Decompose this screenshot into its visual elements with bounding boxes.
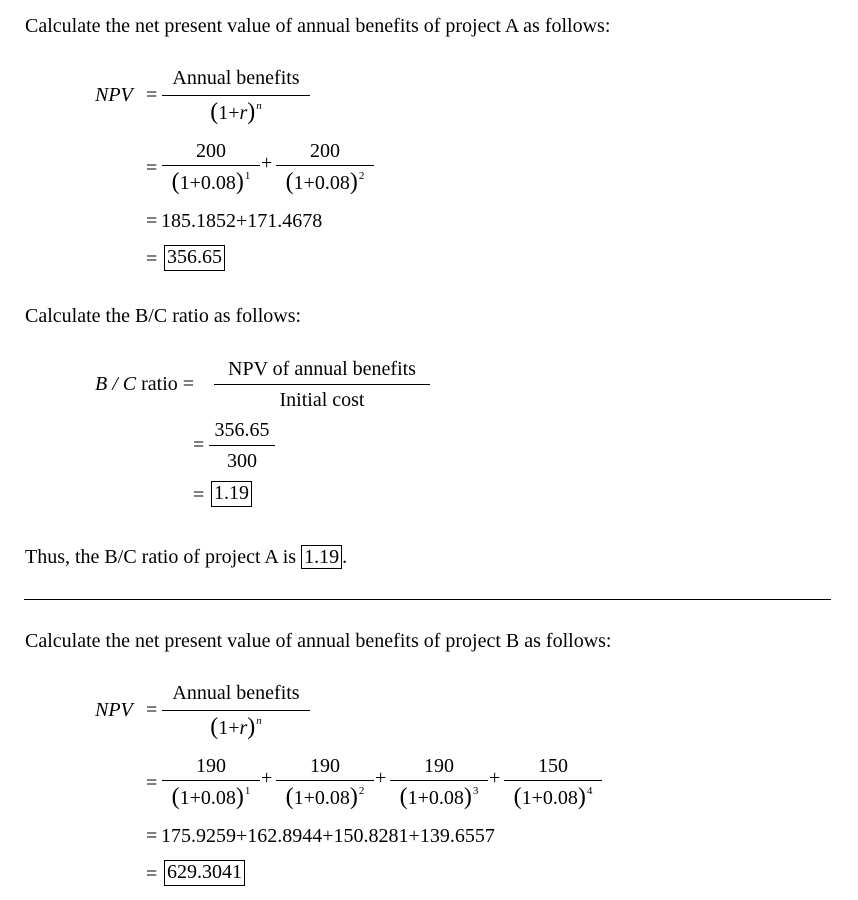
fraction-bar bbox=[162, 710, 310, 711]
bc-denominator: 300 bbox=[227, 450, 257, 472]
plus-sign: + bbox=[375, 767, 387, 789]
equals-sign: = bbox=[146, 84, 158, 106]
equals-sign: = bbox=[146, 699, 158, 721]
bc-intro: Calculate the B/C ratio as follows: bbox=[25, 305, 302, 327]
bc-formula-fraction bbox=[214, 358, 430, 414]
term-numerator: 190 bbox=[424, 755, 454, 777]
equals-sign: = bbox=[146, 772, 158, 794]
term-numerator: 190 bbox=[196, 755, 226, 777]
equals-sign: = bbox=[146, 825, 158, 847]
fraction-bar bbox=[162, 95, 310, 96]
plus-sign: + bbox=[261, 767, 273, 789]
plus-sign: + bbox=[489, 767, 501, 789]
equals-sign: = bbox=[146, 210, 158, 232]
project-b-intro: Calculate the net present value of annual benefits of project B as follows: bbox=[25, 630, 612, 652]
term-numerator: 200 bbox=[310, 140, 340, 162]
equals-sign: = bbox=[146, 157, 158, 179]
equals-sign: = bbox=[193, 484, 205, 506]
fraction-bar bbox=[209, 445, 275, 446]
fraction-bar bbox=[214, 384, 430, 385]
npv-label: NPV bbox=[95, 699, 133, 721]
term-denominator: $(1+0.08)^2$ bbox=[285, 784, 365, 810]
term-numerator: 200 bbox=[196, 140, 226, 162]
term-denominator: $(1+0.08)^4$ bbox=[513, 784, 593, 810]
fraction-bar bbox=[162, 165, 260, 166]
fraction-bar bbox=[390, 780, 488, 781]
formula-numerator: Annual benefits bbox=[172, 67, 300, 89]
term-fraction-1 bbox=[162, 755, 260, 819]
npv-label: NPV bbox=[95, 84, 133, 106]
plus-sign: + bbox=[261, 152, 273, 174]
term-fraction-3 bbox=[390, 755, 488, 819]
bc-numerator: 356.65 bbox=[214, 419, 270, 441]
fraction-bar bbox=[504, 780, 602, 781]
term-fraction-1 bbox=[162, 140, 260, 204]
npv-formula-fraction bbox=[162, 682, 310, 748]
equals-sign: = bbox=[193, 434, 205, 456]
conclusion-value-box: 1.19 bbox=[301, 545, 342, 569]
bc-ratio-label: B / C ratio = bbox=[95, 373, 195, 395]
npv-result-box: 629.3041 bbox=[164, 860, 245, 886]
npv-result-box: 356.65 bbox=[164, 245, 225, 271]
term-numerator: 190 bbox=[310, 755, 340, 777]
term-denominator: $(1+0.08)^1$ bbox=[171, 169, 251, 195]
bc-value-fraction bbox=[209, 419, 275, 475]
term-fraction-2 bbox=[276, 140, 374, 204]
term-fraction-2 bbox=[276, 755, 374, 819]
fraction-bar bbox=[276, 780, 374, 781]
npv-formula-fraction bbox=[162, 67, 310, 133]
conclusion-text: Thus, the B/C ratio of project A is 1.19 . bbox=[25, 546, 348, 568]
term-fraction-4 bbox=[504, 755, 602, 819]
section-divider bbox=[24, 599, 831, 600]
term-numerator: 150 bbox=[538, 755, 568, 777]
formula-numerator: Annual benefits bbox=[172, 682, 300, 704]
sum-line: 185.1852+171.4678 bbox=[161, 210, 323, 232]
equals-sign: = bbox=[146, 863, 158, 885]
fraction-bar bbox=[162, 780, 260, 781]
fraction-bar bbox=[276, 165, 374, 166]
bc-formula-denominator: Initial cost bbox=[279, 389, 365, 411]
project-a-intro: Calculate the net present value of annual benefits of project A as follows: bbox=[25, 15, 611, 37]
formula-denominator: $(1+r)^n$ bbox=[210, 99, 262, 125]
bc-formula-numerator: NPV of annual benefits bbox=[228, 358, 416, 380]
bc-result-box: 1.19 bbox=[211, 481, 252, 507]
sum-line: 175.9259+162.8944+150.8281+139.6557 bbox=[161, 825, 495, 847]
equals-sign: = bbox=[146, 248, 158, 270]
term-denominator: $(1+0.08)^2$ bbox=[285, 169, 365, 195]
term-denominator: $(1+0.08)^1$ bbox=[171, 784, 251, 810]
term-denominator: $(1+0.08)^3$ bbox=[399, 784, 479, 810]
formula-denominator: $(1+r)^n$ bbox=[210, 714, 262, 740]
